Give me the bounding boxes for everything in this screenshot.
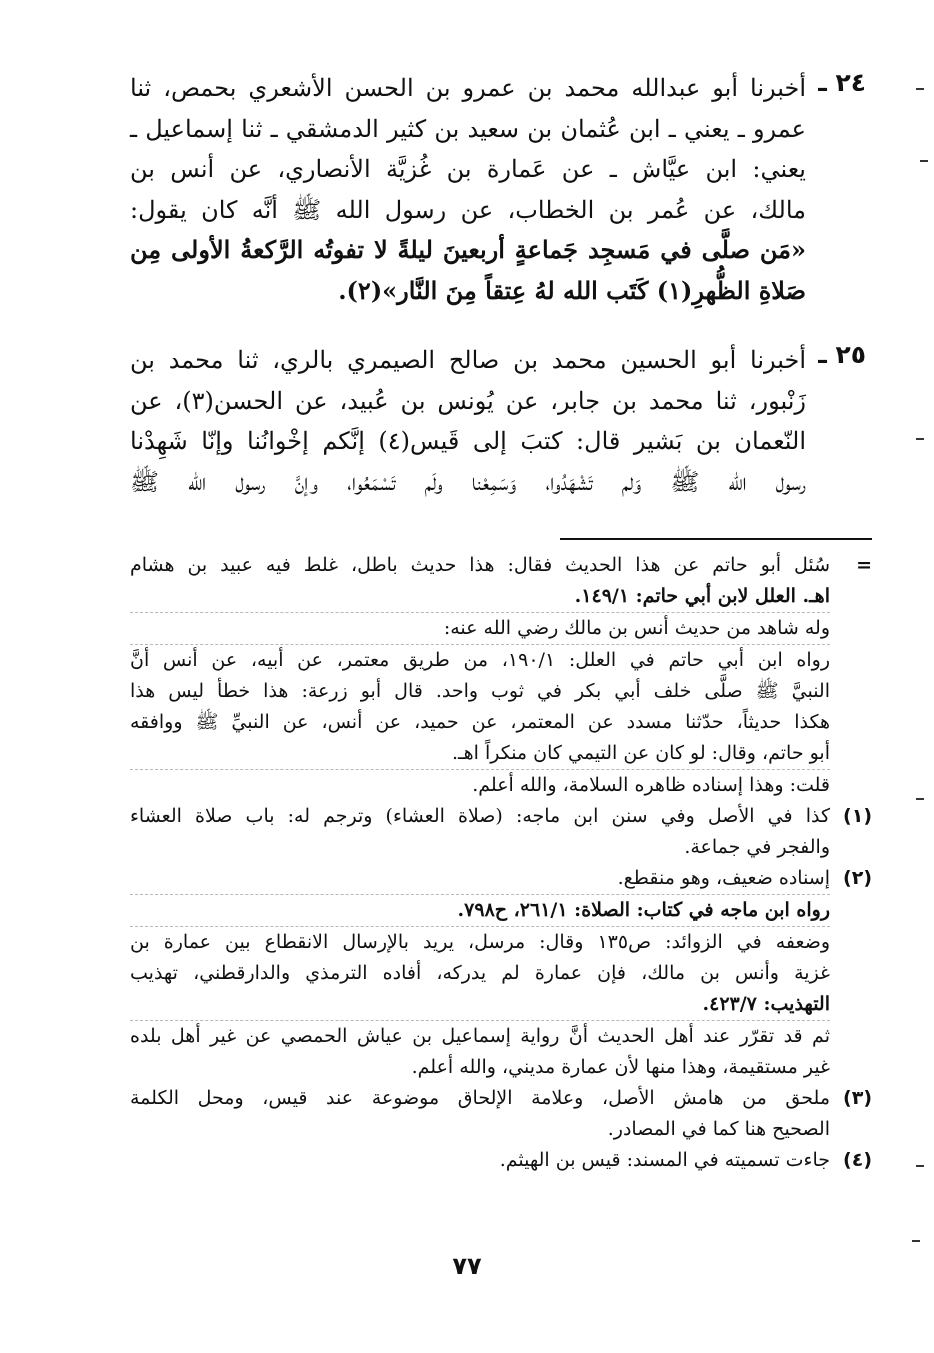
page-number: ٧٧	[452, 1252, 482, 1280]
footnote-line: إسناده ضعيف، وهو منقطع.	[617, 867, 830, 889]
hadith-number: ٢٥ ـ	[818, 340, 866, 369]
footnote-marker: (١)	[843, 805, 872, 827]
footnote-2	[130, 863, 872, 1083]
hadith-24	[130, 68, 866, 311]
hadith-line: «مَن صلَّى في مَسجِد جَماعةٍ أربعينَ ليلةً لا تفوتُه الرَّكعةُ الأولى مِن	[130, 235, 806, 264]
hadith-25	[130, 340, 866, 502]
footnote-line: ملحق من هامش الأصل، وعلامة الإلحاق موضوعة عند قيس، ومحل الكلمة	[130, 1087, 830, 1109]
hadith-line: النّعمان بن بَشير قال: كتبَ إلى قَيس(٤) إنَّكم إخْوانُنا وإنّا شَهِدْنا	[130, 427, 806, 455]
footnote-line: غزية وأنس بن مالك، فإن عمارة لم يدركه، أفاده الترمذي والدارقطني، تهذيب	[130, 962, 830, 984]
footnotes	[130, 550, 872, 1176]
footnote-line: رواه ابن ماجه في كتاب: الصلاة: ٢٦١/١، ح٧٩٨.	[457, 899, 830, 921]
scan-mark	[916, 438, 924, 440]
footnote-separator	[560, 538, 872, 540]
hadith-line: صَلاةِ الظُّهرِ(١) كَتَب الله لهُ عِتقاً مِنَ النَّار»(٢).	[338, 275, 806, 305]
scan-mark	[912, 1240, 920, 1242]
hadith-text	[130, 68, 806, 311]
footnote-line: وضعفه في الزوائد: ص١٣٥ وقال: مرسل، يريد بالإرسال الانقطاع بين عمارة بن	[130, 931, 831, 953]
footnote-line: رواه ابن أبي حاتم في العلل: ١٩٠/١، من طريق معتمر، عن أبيه، عن أنس أنَّ	[130, 649, 830, 671]
footnote-line: ثم قد تقرّر عند أهل الحديث أنَّ رواية إسماعيل بن عياش الحمصي عن غير أهل بلده	[130, 1025, 830, 1047]
footnote-line: النبيَّ ﷺ صلَّى خلف أبي بكر في ثوب واحد. قال أبو زرعة: هذا خطأ ليس هذا	[130, 680, 830, 702]
footnote-marker: (٢)	[843, 867, 872, 889]
hadith-line: مالك، عن عُمر بن الخطاب، عن رسول الله ﷺ أنَّه كان يقول:	[130, 195, 807, 224]
hadith-line: عمرو ـ يعني ـ ابن عُثمان بن سعيد بن كثير الدمشقي ـ ثنا إسماعيل ـ	[130, 114, 806, 143]
footnote-line: قلت: وهذا إسناده ظاهره السلامة، والله أعلم.	[472, 774, 830, 796]
footnote-line: سُئل أبو حاتم عن هذا الحديث فقال: هذا حديث باطل، غلط فيه عبيد بن هشام	[130, 554, 830, 576]
hadith-line: رسول الله ﷺ وَلم تَشْهَدُوا، وَسَمِعْنا ولَم تَسْمَعُوا، وإنَّ رسول الله ﷺ	[130, 467, 806, 496]
footnote-line: التهذيب: ٤٢٣/٧.	[702, 993, 830, 1015]
footnote-marker: (٣)	[843, 1087, 872, 1109]
scan-mark	[916, 798, 924, 800]
hadith-line: زَنْبور، ثنا محمد بن جابر، عن يُونس بن عُبيد، عن الحسن(٣)، عن	[130, 386, 806, 415]
scan-mark	[916, 88, 924, 90]
scan-mark	[916, 1165, 924, 1167]
hadith-number: ٢٤ ـ	[818, 68, 866, 97]
footnote-line: جاءت تسميته في المسند: قيس بن الهيثم.	[499, 1149, 830, 1171]
footnote-continuation	[130, 550, 872, 801]
footnote-line: كذا في الأصل وفي سنن ابن ماجه: (صلاة العشاء) وترجم له: باب صلاة العشاء	[130, 805, 830, 827]
footnote-line: والفجر في جماعة.	[684, 836, 830, 858]
scan-mark	[920, 160, 928, 162]
hadith-line: أخبرنا أبو عبدالله محمد بن عمرو بن الحسن الأشعري بحمص، ثنا	[130, 74, 806, 102]
footnote-4	[130, 1145, 872, 1176]
footnote-marker: =	[856, 554, 872, 576]
footnote-marker: (٤)	[843, 1149, 872, 1171]
footnote-3	[130, 1083, 872, 1145]
footnote-line: غير مستقيمة، وهذا منها لأن عمارة مديني، والله أعلم.	[411, 1056, 830, 1078]
hadith-line: يعني: ابن عيَّاش ـ عن عَمارة بن غُزيَّة الأنصاري، عن أنس بن	[130, 155, 806, 183]
hadith-line: أخبرنا أبو الحسين محمد بن صالح الصيمري بالري، ثنا محمد بن	[130, 346, 806, 374]
footnote-line: وله شاهد من حديث أنس بن مالك رضي الله عنه:	[443, 617, 830, 639]
footnote-line: هكذا حديثاً، حدّثنا مسدد عن المعتمر، عن حميد، عن أنس، عن النبيِّ ﷺ ووافقه	[130, 711, 830, 733]
footnote-line: أبو حاتم، وقال: لو كان عن التيمي كان منكراً اهـ.	[452, 742, 830, 764]
hadith-text	[130, 340, 806, 502]
footnote-line: اهـ. العلل لابن أبي حاتم: ١٤٩/١.	[574, 585, 830, 607]
footnote-1	[130, 801, 872, 863]
footnote-line: الصحيح هنا كما في المصادر.	[607, 1118, 830, 1140]
